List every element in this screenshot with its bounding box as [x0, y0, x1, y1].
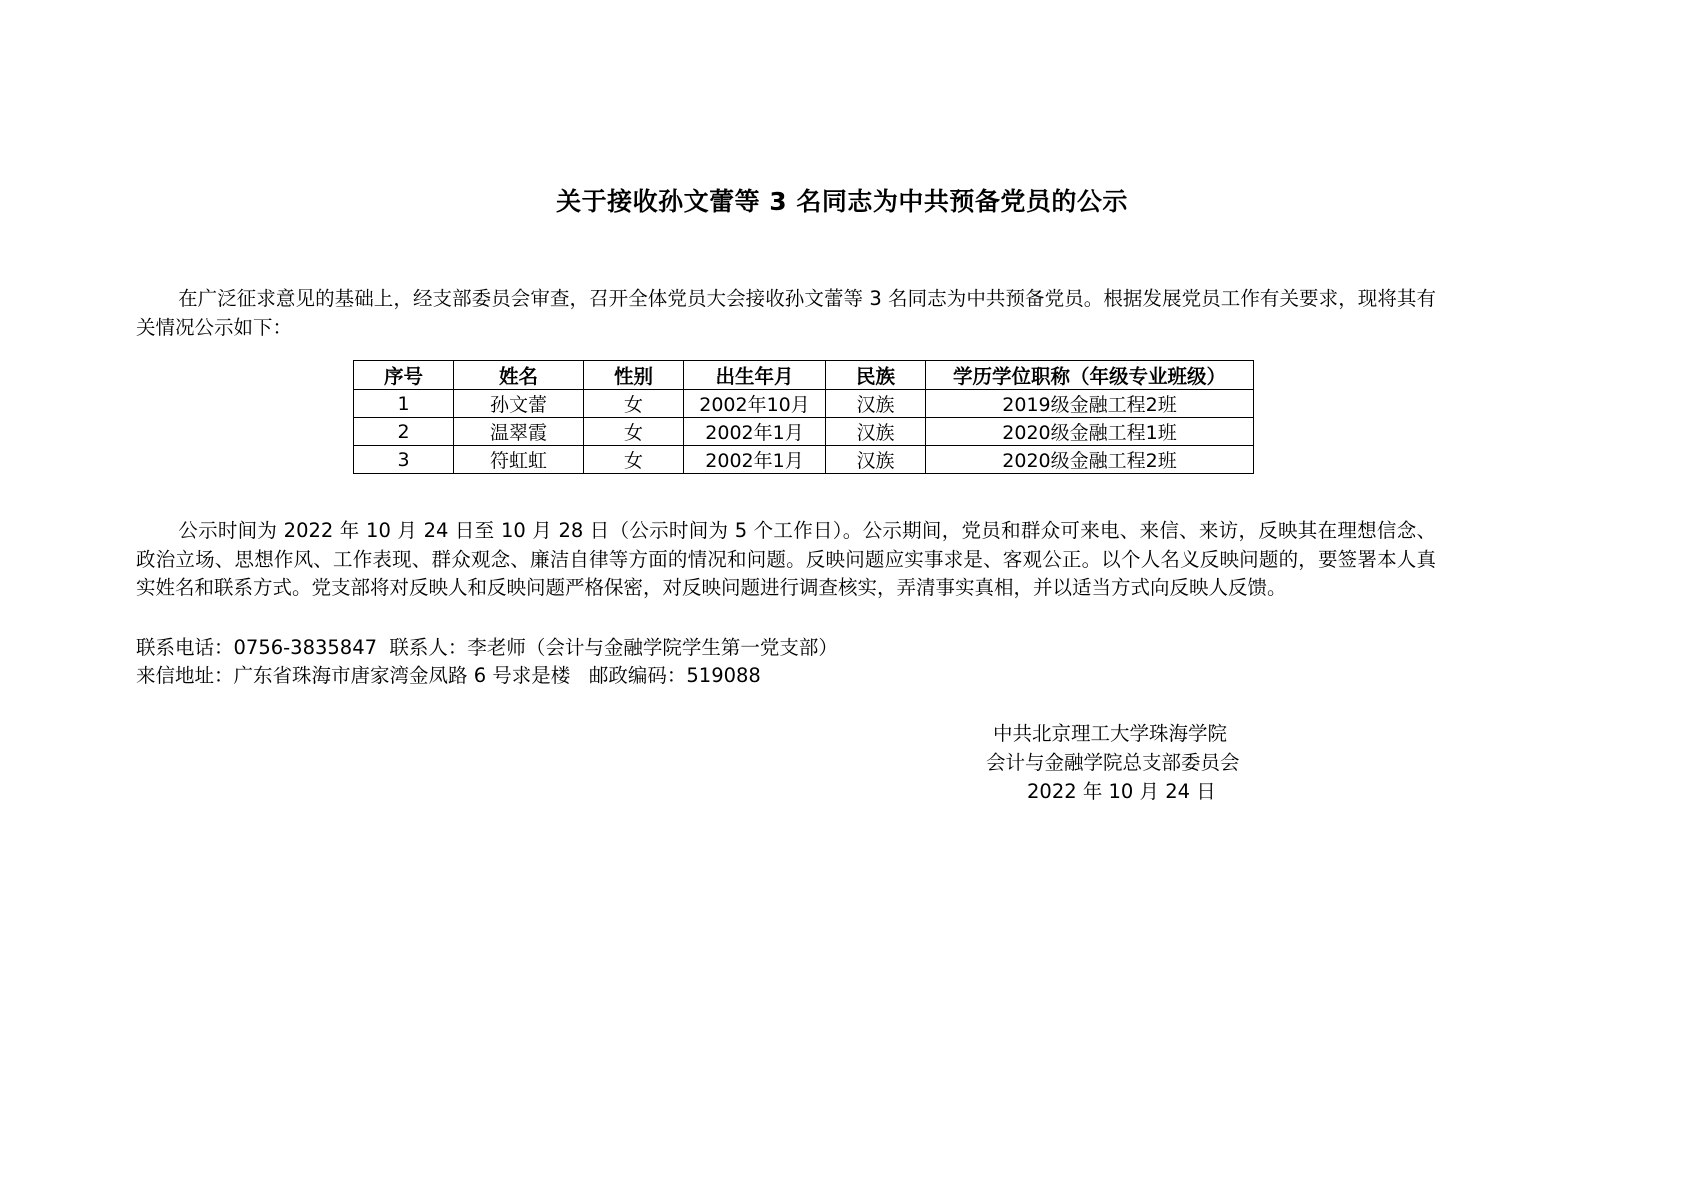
contact-phone-line: 联系电话：0756-3835847 联系人：李老师（会计与金融学院学生第一党支部） [136, 636, 838, 659]
header-gender: 性别 [584, 361, 684, 390]
cell-ethnicity: 汉族 [826, 446, 926, 474]
cell-gender: 女 [584, 418, 684, 446]
cell-birth: 2002年10月 [684, 390, 826, 418]
candidate-table [353, 360, 1254, 474]
notice-text: 公示时间为 2022 年 10 月 24 日至 10 月 28 日（公示时间为 5 个工作日）。公示期间，党员和群众可来电、来信、来访，反映其在理想信念、政治立场、思想作风、工作表现、群众观念、廉洁自律等方面的情况和问题。反映问题应实事求是、客观公正。以个人名义反映问题的，要签署本人真实姓名和联系方式。党支部将对反映人和反映问题严格保密，对反映问题进行调查核实，弄清事实真相，并以适当方式向反映人反馈。 [136, 519, 1436, 599]
header-ethnicity: 民族 [826, 361, 926, 390]
cell-education: 2019级金融工程2班 [926, 390, 1254, 418]
cell-education: 2020级金融工程2班 [926, 446, 1254, 474]
cell-name: 符虹虹 [454, 446, 584, 474]
cell-birth: 2002年1月 [684, 446, 826, 474]
contact-address-line: 来信地址：广东省珠海市唐家湾金凤路 6 号求是楼 邮政编码：519088 [136, 664, 761, 687]
header-education: 学历学位职称（年级专业班级） [926, 361, 1254, 390]
cell-name: 温翠霞 [454, 418, 584, 446]
cell-name: 孙文蕾 [454, 390, 584, 418]
cell-ethnicity: 汉族 [826, 418, 926, 446]
cell-serial: 2 [354, 418, 454, 446]
table-row [354, 446, 1254, 474]
notice-paragraph [136, 517, 1436, 603]
signature-date: 2022 年 10 月 24 日 [1027, 780, 1216, 803]
table-header-row [354, 361, 1254, 390]
intro-paragraph [136, 285, 1436, 342]
intro-text: 在广泛征求意见的基础上，经支部委员会审查，召开全体党员大会接收孙文蕾等 3 名同志为中共预备党员。根据发展党员工作有关要求，现将其有关情况公示如下： [136, 287, 1436, 339]
cell-birth: 2002年1月 [684, 418, 826, 446]
signature-org-line2: 会计与金融学院总支部委员会 [986, 751, 1240, 774]
document-title: 关于接收孙文蕾等 3 名同志为中共预备党员的公示 [556, 187, 1128, 216]
cell-education: 2020级金融工程1班 [926, 418, 1254, 446]
cell-serial: 1 [354, 390, 454, 418]
header-serial: 序号 [354, 361, 454, 390]
cell-ethnicity: 汉族 [826, 390, 926, 418]
header-name: 姓名 [454, 361, 584, 390]
cell-gender: 女 [584, 446, 684, 474]
header-birth: 出生年月 [684, 361, 826, 390]
table-row [354, 418, 1254, 446]
cell-gender: 女 [584, 390, 684, 418]
table-row [354, 390, 1254, 418]
cell-serial: 3 [354, 446, 454, 474]
signature-org-line1: 中共北京理工大学珠海学院 [993, 722, 1228, 745]
